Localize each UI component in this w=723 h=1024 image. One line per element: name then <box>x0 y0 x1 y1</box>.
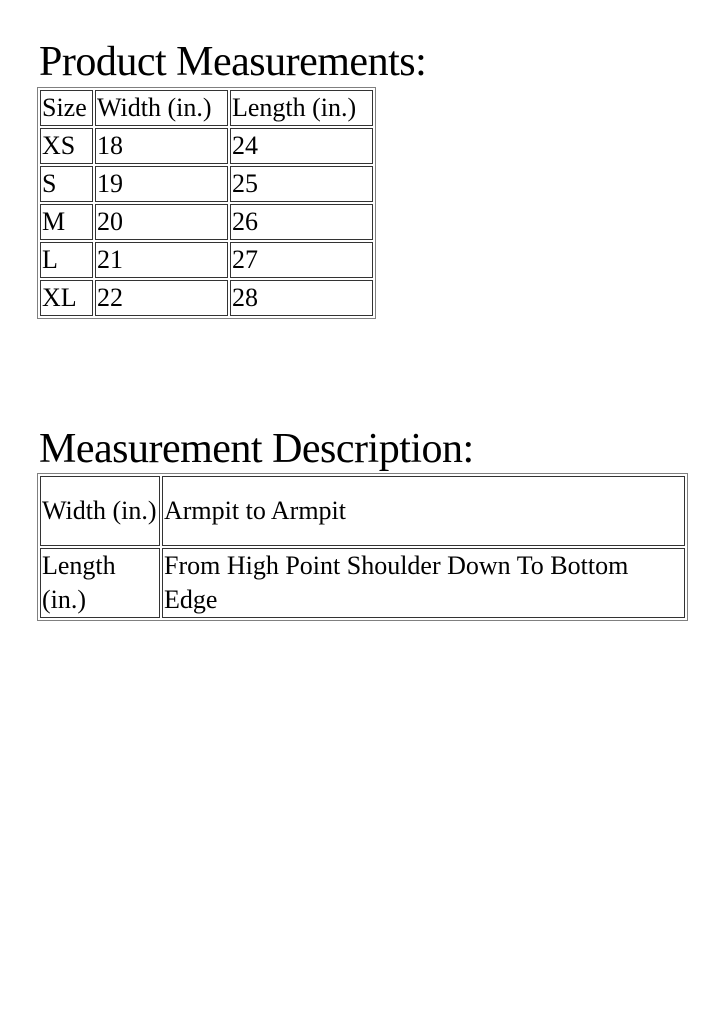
measurement-definition-cell: Armpit to Armpit <box>162 476 685 546</box>
table-row <box>40 548 685 618</box>
width-cell: 18 <box>95 128 228 164</box>
measurement-term-cell: Width (in.) <box>40 476 160 546</box>
measurement-definition-cell: From High Point Shoulder Down To Bottom Edge <box>162 548 685 618</box>
size-cell: L <box>40 242 93 278</box>
length-cell: 25 <box>230 166 373 202</box>
table-row <box>40 280 373 316</box>
table-row <box>40 128 373 164</box>
table-row <box>40 476 685 546</box>
width-cell: 20 <box>95 204 228 240</box>
size-cell: XS <box>40 128 93 164</box>
measurement-description-title: Measurement Description: <box>39 426 474 472</box>
header-size: Size <box>40 90 93 126</box>
table-row <box>40 242 373 278</box>
table-row <box>40 166 373 202</box>
length-cell: 28 <box>230 280 373 316</box>
size-cell: M <box>40 204 93 240</box>
width-cell: 21 <box>95 242 228 278</box>
header-width: Width (in.) <box>95 90 228 126</box>
table-header-row <box>40 90 373 126</box>
table-row <box>40 204 373 240</box>
measurement-term-cell: Length (in.) <box>40 548 160 618</box>
product-measurements-title: Product Measurements: <box>39 39 427 85</box>
length-cell: 26 <box>230 204 373 240</box>
width-cell: 22 <box>95 280 228 316</box>
length-cell: 27 <box>230 242 373 278</box>
header-length: Length (in.) <box>230 90 373 126</box>
size-chart-table <box>37 87 376 319</box>
width-cell: 19 <box>95 166 228 202</box>
length-cell: 24 <box>230 128 373 164</box>
size-cell: XL <box>40 280 93 316</box>
measurement-description-table <box>37 473 688 621</box>
size-cell: S <box>40 166 93 202</box>
